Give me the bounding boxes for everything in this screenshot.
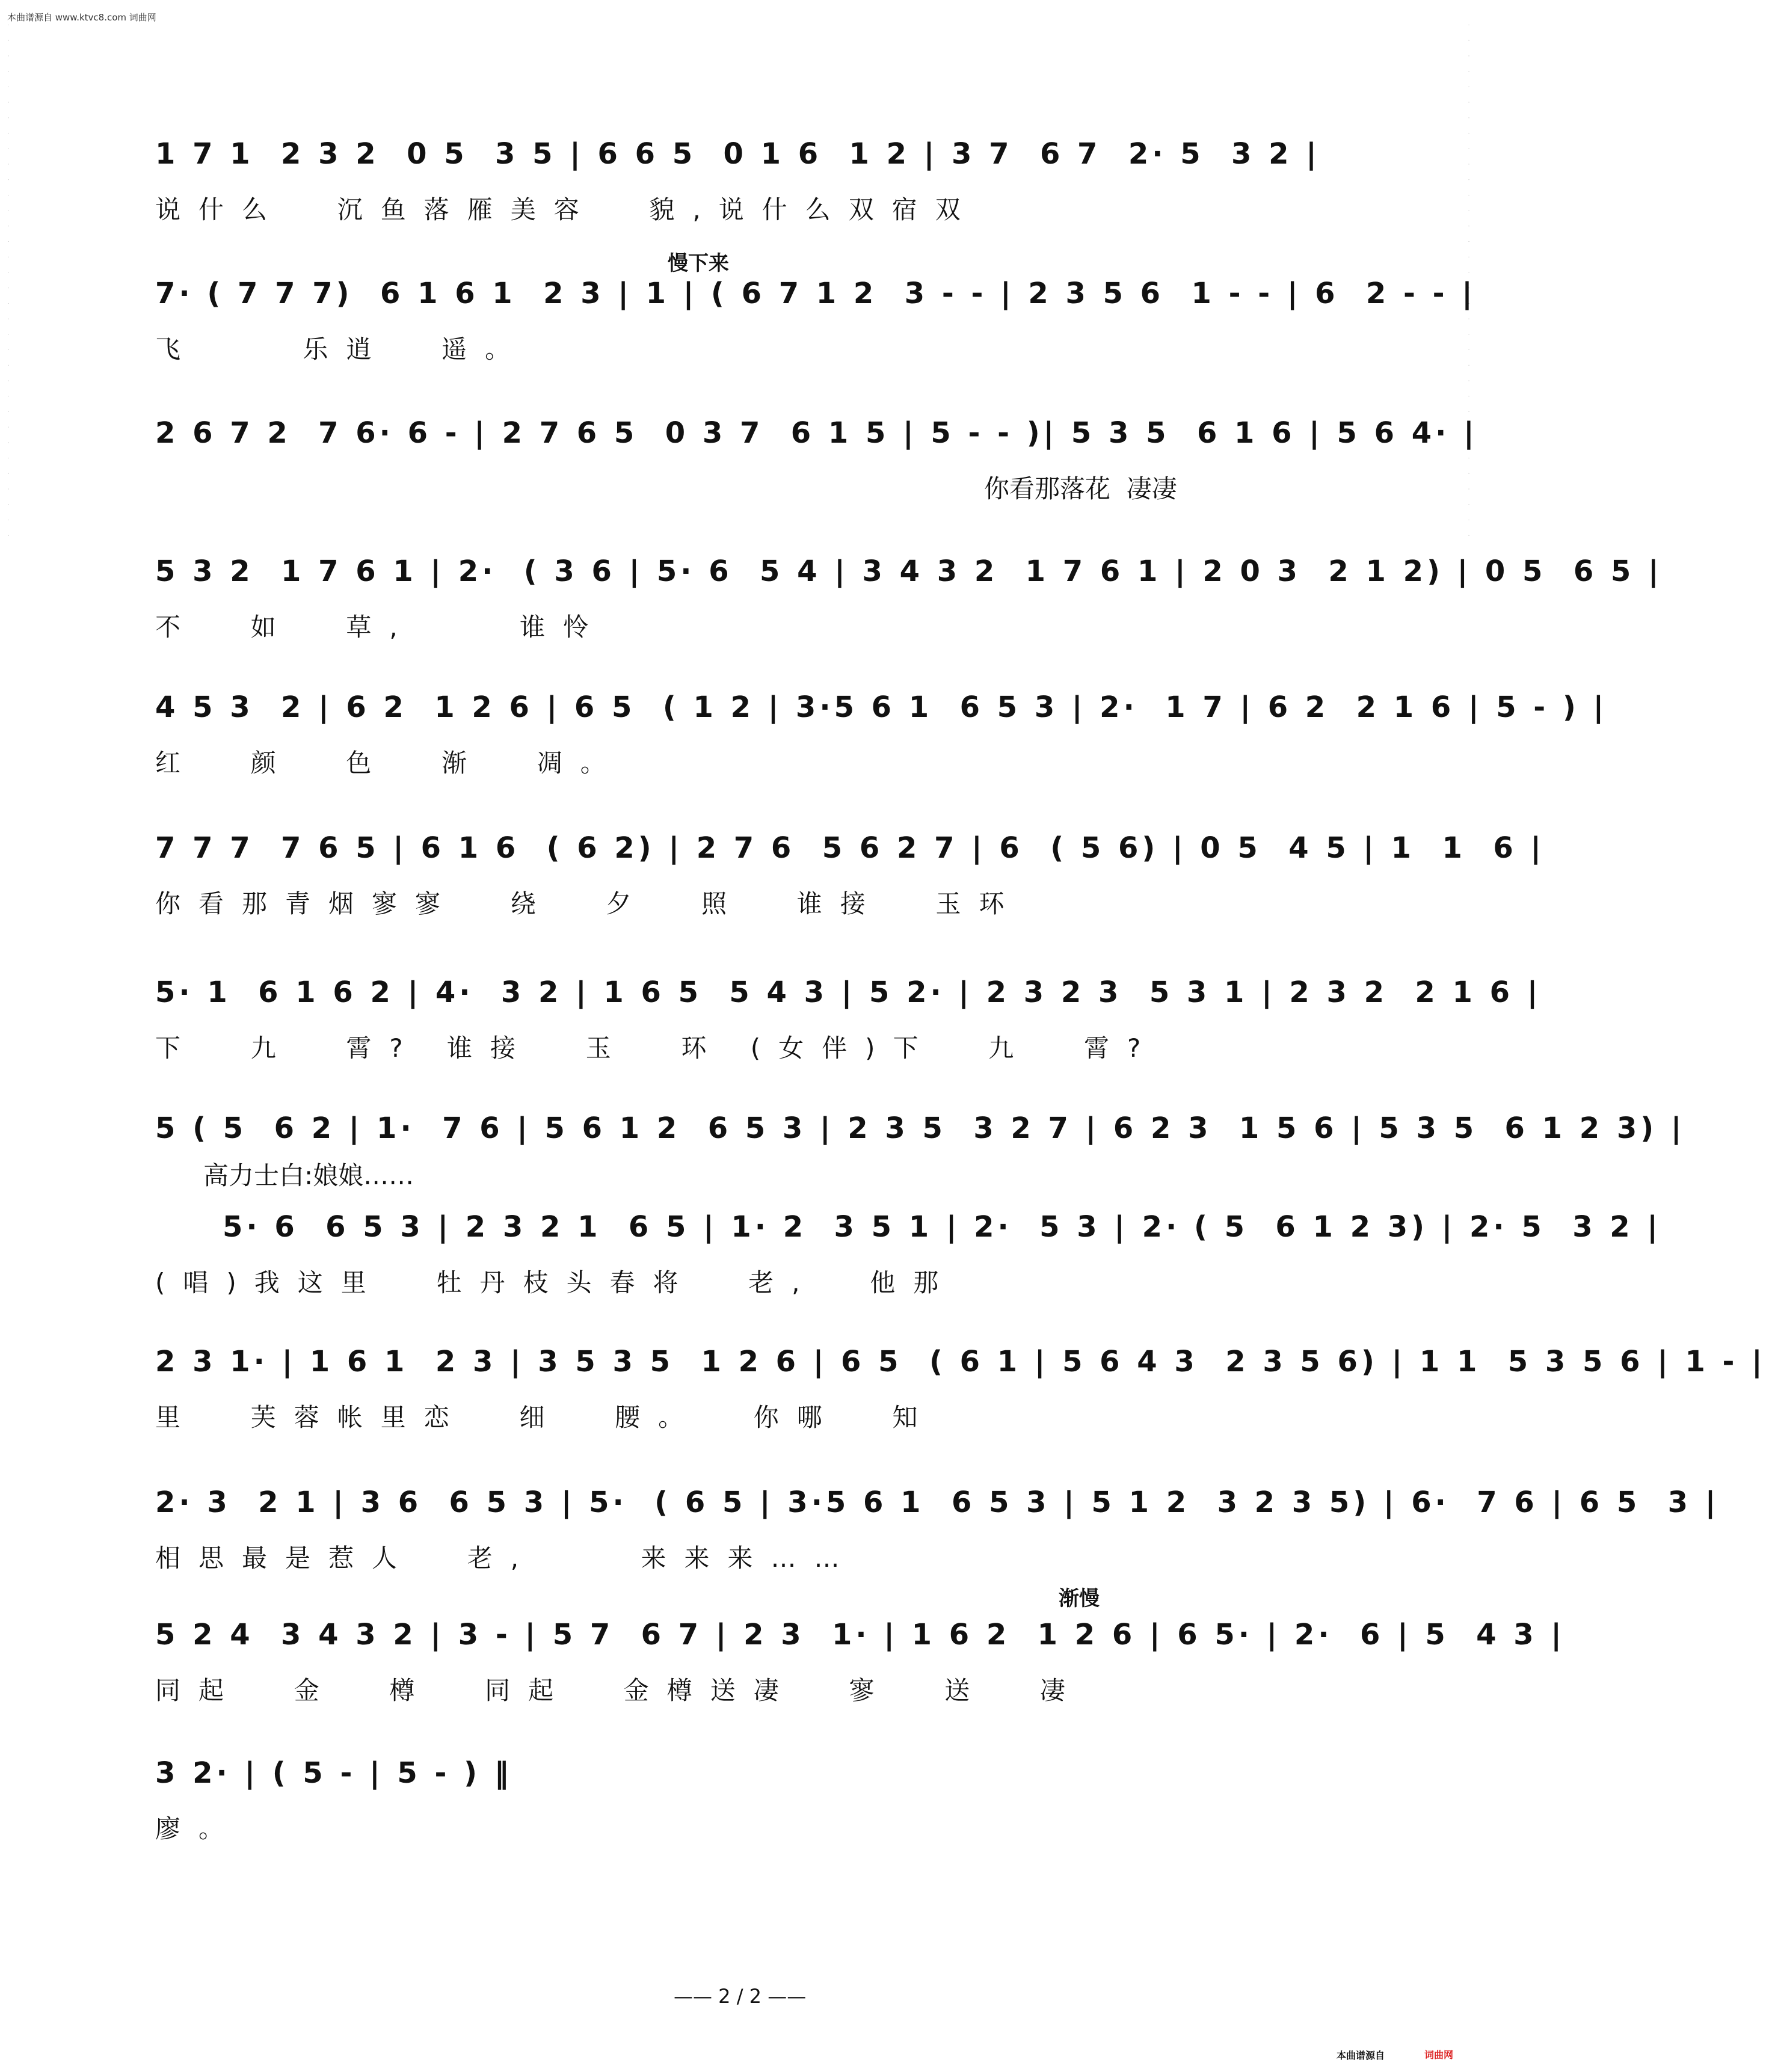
lyrics-line: 你看那青烟寥寥 绕 夕 照 谁接 玉环 bbox=[155, 889, 1023, 918]
lyrics-line: (唱)我这里 牡丹枝头春将 老, 他那 bbox=[155, 1268, 957, 1297]
lyrics-line: 红 颜 色 渐 凋。 bbox=[155, 748, 624, 778]
lyrics-line: 下 九 霄? 谁接 玉 环 (女伴)下 九 霄? bbox=[155, 1033, 1159, 1063]
lyrics-line: 说什么 沉鱼落雁美容 貌,说什么双宿双 bbox=[155, 195, 979, 224]
brand-left: 本曲谱源自 bbox=[1337, 2050, 1385, 2061]
notes-line: 2 3 1· | 1 6 1 2 3 | 3 5 3 5 1 2 6 | 6 5 ( 6 1 | 5 6 4 3 2 3 5 6) | 1 1 5 3 5 6 | 1 - | bbox=[155, 1345, 1766, 1379]
notes-line: 7· ( 7 7 7) 6 1 6 1 2 3 | 1 | ( 6 7 1 2 3 - - | 2 3 5 6 1 - - | 6 2 - - | bbox=[155, 277, 1476, 310]
lyrics-line: 里 芙蓉帐里恋 细 腰。 你哪 知 bbox=[155, 1403, 936, 1432]
notes-line: 5· 1 6 1 6 2 | 4· 3 2 | 1 6 5 5 4 3 | 5 2· | 2 3 2 3 5 3 1 | 2 3 2 2 1 6 | bbox=[155, 976, 1542, 1009]
brand-right: 词曲网 bbox=[1424, 2049, 1454, 2061]
notes-line: 5 2 4 3 4 3 2 | 3 - | 5 7 6 7 | 2 3 1· | 1 6 2 1 2 6 | 6 5· | 2· 6 | 5 4 3 | bbox=[155, 1618, 1565, 1652]
notes-line: 3 2· | ( 5 - | 5 - ) ‖ bbox=[155, 1756, 512, 1790]
notes-line: 1 7 1 2 3 2 0 5 3 5 | 6 6 5 0 1 6 1 2 | 3 7 6 7 2· 5 3 2 | bbox=[155, 137, 1320, 171]
lyrics-line: 不 如 草, 谁怜 bbox=[155, 612, 607, 642]
spoken-line: 高力士白:娘娘…… bbox=[203, 1161, 414, 1190]
notes-line: 5· 6 6 5 3 | 2 3 2 1 6 5 | 1· 2 3 5 1 | 2· 5 3 | 2· ( 5 6 1 2 3) | 2· 5 3 2 | bbox=[223, 1210, 1661, 1244]
watermark-left: · · · · · · · · · · · · · · · · · · · · · · · · · · · · · · · · · · bbox=[5, 24, 11, 543]
notes-line: 4 5 3 2 | 6 2 1 2 6 | 6 5 ( 1 2 | 3·5 6 1 6 5 3 | 2· 1 7 | 6 2 2 1 6 | 5 - ) | bbox=[155, 690, 1608, 724]
lyrics-line: 飞 乐逍 遥。 bbox=[155, 334, 529, 364]
notes-line: 2· 3 2 1 | 3 6 6 5 3 | 5· ( 6 5 | 3·5 6 1 6 5 3 | 5 1 2 3 2 3 5) | 6· 7 6 | 6 5 3 | bbox=[155, 1486, 1720, 1519]
tempo-mark: 渐慢 bbox=[1059, 1587, 1100, 1611]
lyrics-line: 相思最是惹人 老, 来来来…… bbox=[155, 1543, 858, 1573]
page-number: —— 2 / 2 —— bbox=[674, 1985, 807, 2008]
lyrics-line: 廖。 bbox=[155, 1814, 242, 1843]
lyrics-line: 你看那落花 凄凄 bbox=[984, 474, 1177, 503]
lyrics-line: 同起 金 樽 同起 金樽送凄 寥 送 凄 bbox=[155, 1676, 1083, 1705]
notes-line: 7 7 7 7 6 5 | 6 1 6 ( 6 2) | 2 7 6 5 6 2 7 | 6 ( 5 6) | 0 5 4 5 | 1 1 6 | bbox=[155, 831, 1545, 865]
notes-line: 5 ( 5 6 2 | 1· 7 6 | 5 6 1 2 6 5 3 | 2 3 5 3 2 7 | 6 2 3 1 5 6 | 5 3 5 6 1 2 3) | bbox=[155, 1111, 1685, 1145]
notes-line: 2 6 7 2 7 6· 6 - | 2 7 6 5 0 3 7 6 1 5 | 5 - - )| 5 3 5 6 1 6 | 5 6 4· | bbox=[155, 416, 1478, 450]
tempo-mark: 慢下来 bbox=[668, 251, 729, 275]
notes-line: 5 3 2 1 7 6 1 | 2· ( 3 6 | 5· 6 5 4 | 3 4 3 2 1 7 6 1 | 2 0 3 2 1 2) | 0 5 6 5 | bbox=[155, 555, 1663, 588]
watermark-right: · · · · · · · · · · · · · · · · · · · · · · · · · · · · · · · · · · bbox=[1465, 24, 1471, 543]
header-text: 本曲谱源自 www.ktvc8.com 词曲网 bbox=[7, 12, 156, 23]
